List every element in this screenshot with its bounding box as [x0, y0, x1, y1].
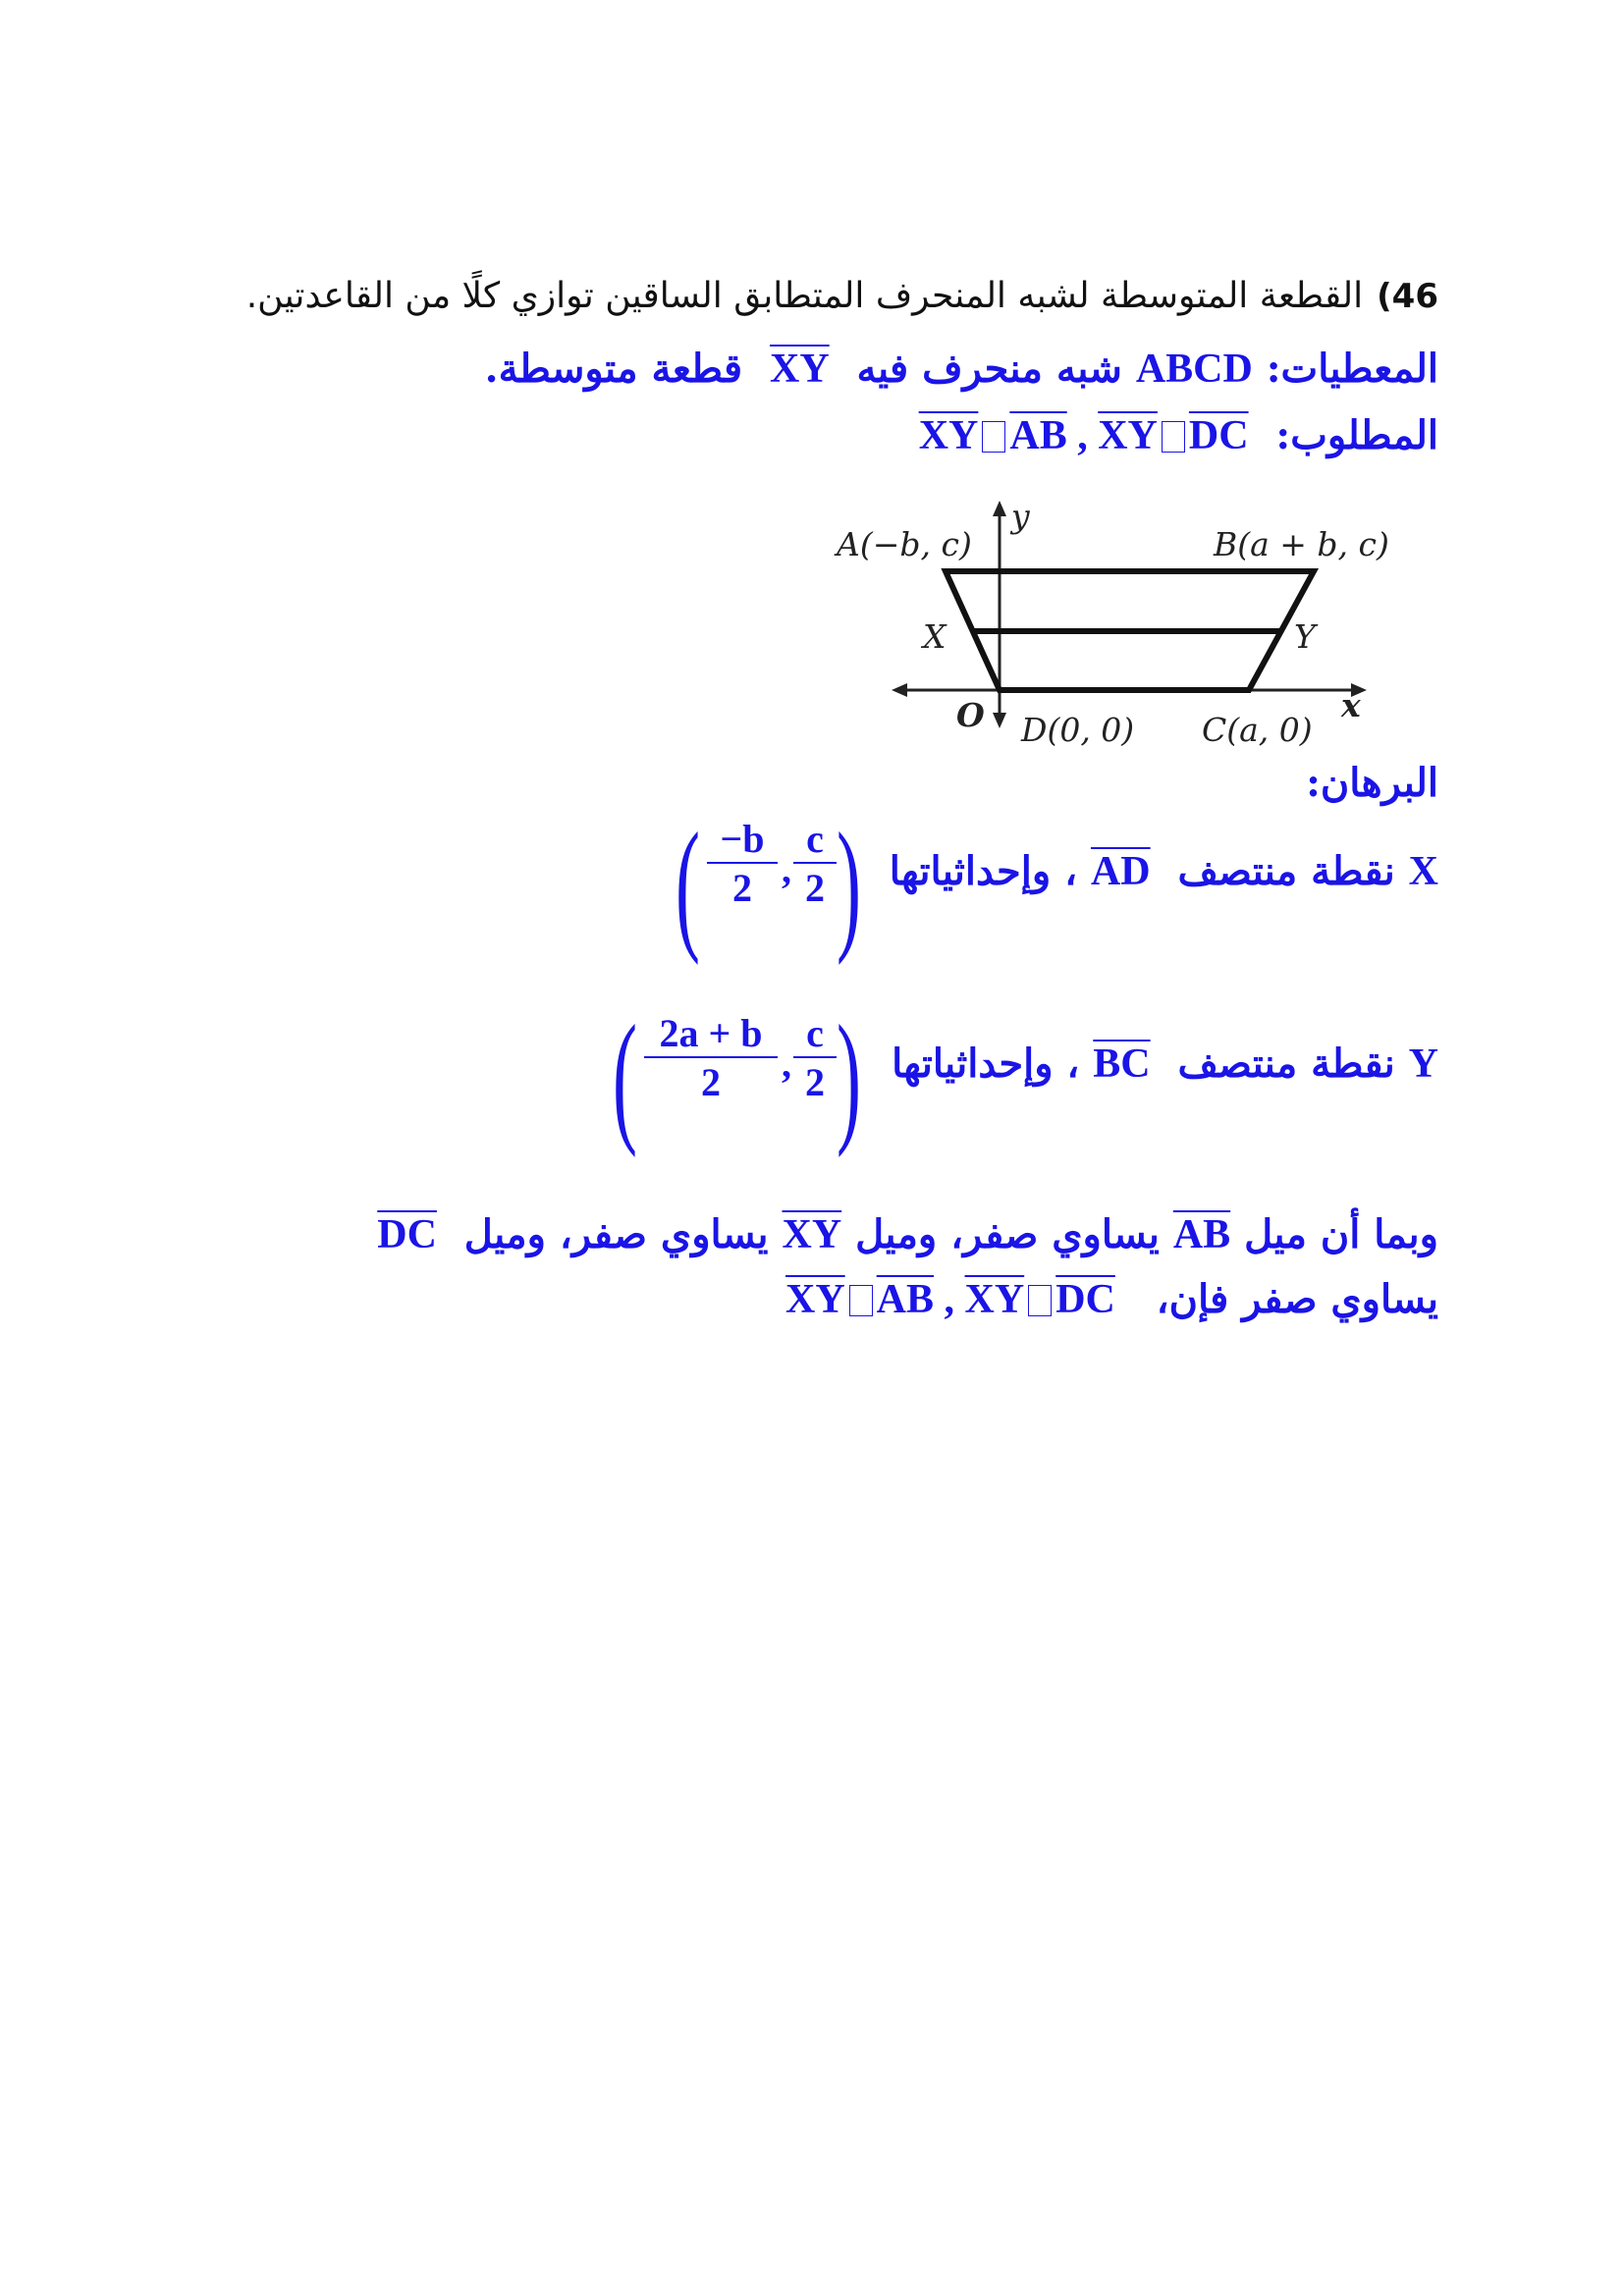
- dc-segment: $\overline{DC}$: [377, 1212, 437, 1257]
- ab-segment: $\overline{AB}$: [1172, 1212, 1231, 1257]
- given-text-1: شبه منحرف فيه: [856, 346, 1122, 392]
- label-x-point: X: [923, 617, 947, 656]
- fraction-denominator: 2: [805, 866, 825, 910]
- conclusion-statement: [785, 1274, 1115, 1325]
- conclusion-line-2: [785, 1274, 1438, 1325]
- label-b: B(a + b, c): [1214, 525, 1389, 563]
- fraction-numerator: c: [793, 817, 837, 864]
- x-point: X: [1408, 849, 1438, 894]
- separator: ,: [944, 1277, 955, 1322]
- xy-segment: $\overline{XY}$: [964, 1277, 1025, 1322]
- conclusion-text-1: وبما أن ميل: [1244, 1211, 1438, 1257]
- fraction-numerator: 2a + b: [644, 1011, 778, 1058]
- x-coordinates-text: ، وإحداثياتها: [889, 848, 1078, 894]
- conclusion-text-3: يساوي صفر، وميل: [463, 1211, 769, 1257]
- ab-segment: $\overline{AB}$: [876, 1277, 935, 1322]
- right-paren: ): [837, 995, 861, 1158]
- label-x-axis: x: [1341, 686, 1361, 724]
- x-axis-arrow-left: [892, 683, 907, 697]
- y-axis-arrow-up: [993, 501, 1006, 516]
- proof-x-line: [890, 846, 1438, 897]
- question-text: القطعة المتوسطة لشبه المنحرف المتطابق الساقين توازي كلًا من القاعدتين.: [245, 276, 1364, 316]
- trapezoid-diagram: [0, 0, 1623, 785]
- right-paren: ): [837, 803, 861, 966]
- fraction-numerator: −b: [707, 817, 778, 864]
- label-c: C(a, 0): [1202, 711, 1313, 749]
- abcd-label: ABCD: [1135, 347, 1253, 392]
- fraction-denominator: 2: [732, 866, 752, 910]
- fraction-denominator: 2: [805, 1060, 825, 1104]
- label-y-axis: y: [1011, 497, 1030, 535]
- y-axis-arrow-down: [993, 713, 1006, 728]
- xy-segment: $\overline{XY}$: [769, 347, 830, 392]
- left-paren: (: [676, 803, 700, 966]
- label-y-point: Y: [1294, 617, 1316, 656]
- y-midpoint-text: نقطة منتصف: [1177, 1041, 1395, 1087]
- label-a: A(−b, c): [837, 525, 972, 563]
- conclusion-line-1: [377, 1209, 1438, 1260]
- parallel-symbol-box: [1028, 1285, 1052, 1316]
- conclusion-text-2: يساوي صفر، وميل: [855, 1211, 1160, 1257]
- parallel-symbol-box: [849, 1285, 873, 1316]
- proof-y-line: [892, 1039, 1438, 1090]
- label-origin: O: [956, 696, 985, 734]
- xy-segment: $\overline{XY}$: [785, 1277, 845, 1322]
- proof-label: البرهان:: [1306, 760, 1438, 806]
- conclusion-text-4: يساوي صفر فإن،: [1156, 1276, 1438, 1322]
- dc-segment: $\overline{DC}$: [1188, 413, 1249, 458]
- xy-segment: $\overline{XY}$: [1098, 413, 1158, 458]
- left-paren: (: [613, 995, 637, 1158]
- bc-segment: $\overline{BC}$: [1093, 1041, 1151, 1087]
- fraction-y: [793, 1011, 837, 1107]
- separator: ,: [1077, 413, 1088, 458]
- given-label: المعطيات:: [1266, 346, 1438, 392]
- question-number: 46): [1377, 277, 1438, 316]
- label-d: D(0, 0): [1021, 711, 1135, 749]
- dc-segment: $\overline{DC}$: [1055, 1277, 1115, 1322]
- fraction-y: [793, 817, 837, 913]
- xy-segment: $\overline{XY}$: [782, 1212, 842, 1257]
- xy-segment: $\overline{XY}$: [918, 413, 979, 458]
- comma: ,: [782, 1041, 791, 1086]
- fraction-x: [644, 1011, 778, 1107]
- y-point: Y: [1408, 1041, 1438, 1087]
- comma: ,: [782, 847, 791, 891]
- fraction-numerator: c: [793, 1011, 837, 1058]
- y-coordinates-text: ، وإحداثياتها: [892, 1041, 1080, 1087]
- ad-segment: $\overline{AD}$: [1090, 849, 1151, 894]
- x-midpoint-text: نقطة منتصف: [1177, 848, 1395, 894]
- fraction-x: [707, 817, 778, 913]
- required-label: المطلوب:: [1275, 412, 1438, 458]
- fraction-denominator: 2: [701, 1060, 721, 1104]
- given-text-2: قطعة متوسطة.: [484, 346, 743, 392]
- ab-segment: $\overline{AB}$: [1009, 413, 1067, 458]
